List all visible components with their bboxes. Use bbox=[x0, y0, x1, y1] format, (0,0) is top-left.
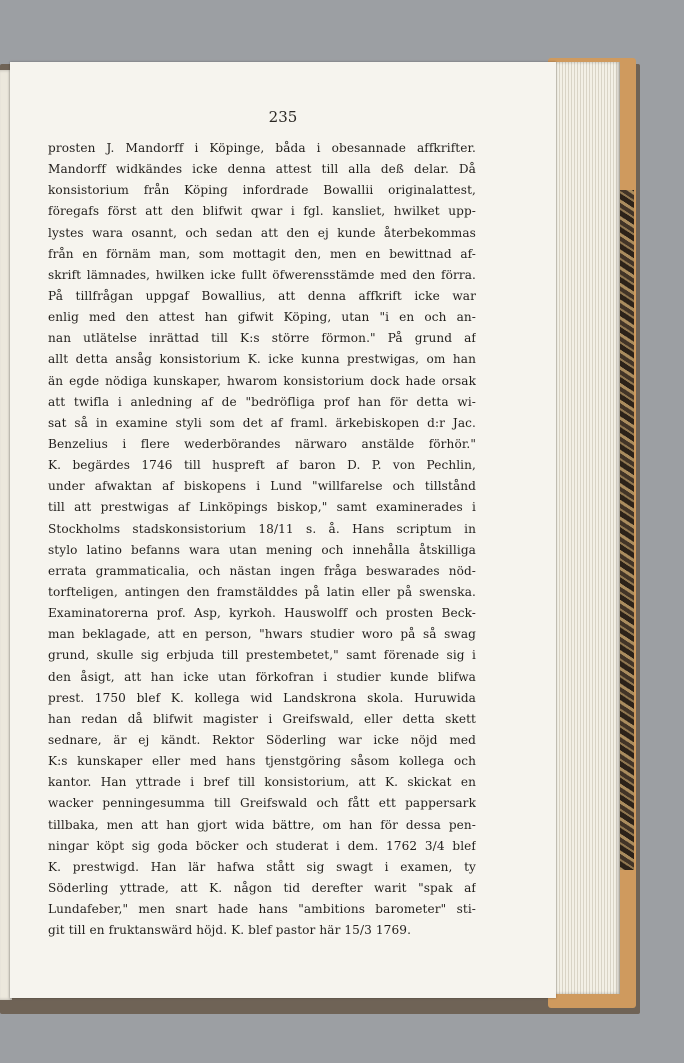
text-line: han redan då blifwit magister i Greifswald, eller detta skett bbox=[48, 711, 476, 726]
text-line: K. begärdes 1746 till huspreft af baron D. P. von Pechlin, bbox=[48, 458, 476, 473]
text-line: errata grammaticalia, och nästan ingen fråga beswarades nöd- bbox=[48, 563, 476, 578]
text-line: torfteligen, antingen den framstälddes på latin eller på swenska. bbox=[48, 584, 476, 599]
text-line: K. prestwigd. Han lär hafwa stått sig swagt i examen, ty bbox=[48, 859, 476, 874]
text-line: git till en fruktanswärd höjd. K. blef pastor här 15/3 1769. bbox=[48, 923, 412, 938]
text-line: lystes wara osannt, och sedan att den ej kunde återbekommas bbox=[48, 225, 476, 240]
text-line: nan utlätelse inrättad till K:s större förmon." På grund af bbox=[48, 331, 476, 346]
book-page bbox=[10, 62, 556, 998]
text-line: föregafs först att den blifwit qwar i fgl. kansliet, hwilket upp- bbox=[48, 204, 476, 219]
text-line: Stockholms stadskonsistorium 18/11 s. å. Hans scriptum in bbox=[48, 521, 476, 536]
text-line: ningar köpt sig goda böcker och studerat i dem. 1762 3/4 blef bbox=[48, 838, 476, 853]
text-line: wacker penningesumma till Greifswald och fått ett pappersark bbox=[48, 796, 476, 811]
text-line: prosten J. Mandorff i Köpinge, båda i obesannade affkrifter. bbox=[48, 141, 476, 155]
text-line: prest. 1750 blef K. kollega wid Landskrona skola. Huruwida bbox=[48, 690, 476, 705]
text-line: Söderling yttrade, att K. någon tid derefter warit "spak af bbox=[48, 880, 476, 895]
text-line: från en förnäm man, som mottagit den, men en bewittnad af- bbox=[48, 246, 476, 261]
text-line: den åsigt, att han icke utan förkofran i studier kunde blifwa bbox=[48, 669, 476, 684]
text-line: kantor. Han yttrade i bref till konsistorium, att K. skickat en bbox=[48, 775, 476, 790]
text-line: K:s kunskaper eller med hans tjenstgöring såsom kollega och bbox=[48, 754, 476, 769]
text-line: allt detta ansåg konsistorium K. icke kunna prestwigas, om han bbox=[48, 352, 476, 367]
text-line: till att prestwigas af Linköpings biskop," samt examinerades i bbox=[48, 500, 476, 515]
text-line: På tillfrågan uppgaf Bowallius, att denna affkrift icke war bbox=[48, 288, 476, 303]
text-line: Mandorff widkändes icke denna attest till alla deß delar. Då bbox=[48, 162, 476, 177]
text-line: att twifla i anledning af de "bedröfliga prof han för detta wi- bbox=[48, 394, 476, 409]
text-line: under afwaktan af biskopens i Lund "willfarelse och tillstånd bbox=[48, 479, 476, 494]
text-line: man beklagade, att en person, "hwars studier woro på så swag bbox=[48, 627, 476, 642]
text-line: enlig med den attest han gifwit Köping, utan "i en och an- bbox=[48, 310, 476, 325]
text-line: skrift lämnades, hwilken icke fullt öfwerensstämde med den förra. bbox=[48, 267, 476, 282]
text-line: sat så in examine styli som det af framl. ärkebiskopen d:r Jac. bbox=[48, 415, 476, 430]
text-line: Benzelius i flere wederbörandes närwaro anstälde förhör." bbox=[48, 436, 476, 451]
text-line: konsistorium från Köping infordrade Bowallii originalattest, bbox=[48, 183, 476, 198]
text-line: än egde nödiga kunskaper, hwarom konsistorium dock hade orsak bbox=[48, 373, 476, 388]
text-line: stylo latino befanns wara utan mening och innehålla åtskilliga bbox=[48, 542, 476, 557]
page-number: 235 bbox=[268, 108, 298, 126]
page-edges bbox=[548, 62, 620, 994]
body-text bbox=[48, 138, 476, 941]
text-line: grund, skulle sig erbjuda till prestembetet," samt förenade sig i bbox=[48, 648, 476, 663]
text-line: Examinatorerna prof. Asp, kyrkoh. Hauswolff och prosten Beck- bbox=[48, 606, 476, 621]
text-line: tillbaka, men att han gjort wida bättre, om han för dessa pen- bbox=[48, 817, 476, 832]
text-line: Lundafeber," men snart hade hans "ambitions barometer" sti- bbox=[48, 902, 476, 917]
text-line: sednare, är ej kändt. Rektor Söderling war icke nöjd med bbox=[48, 732, 476, 747]
